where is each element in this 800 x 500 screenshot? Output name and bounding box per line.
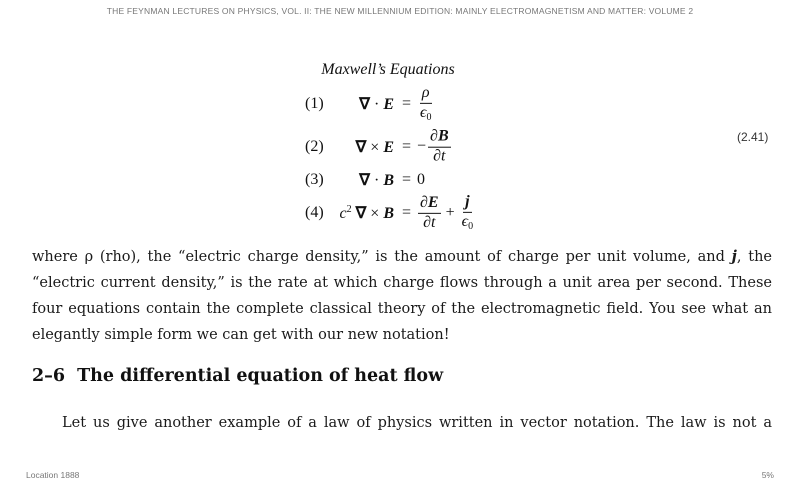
dot-operator: ·: [374, 172, 380, 189]
dot-operator: ·: [374, 96, 380, 113]
cross-operator: ×: [370, 139, 380, 156]
equation-3-number: (3): [305, 171, 324, 188]
location-indicator: Location 1888: [26, 470, 80, 480]
equation-4-number: (4): [305, 204, 324, 221]
fraction-denominator: ∂t: [423, 213, 436, 231]
fraction-numerator: ρ: [420, 85, 432, 104]
field-symbol: E: [427, 193, 439, 211]
equation-4-lhs: [339, 203, 394, 223]
epsilon-symbol: ϵ: [420, 103, 427, 121]
body-paragraph: [32, 244, 772, 348]
epsilon-symbol: ϵ: [461, 212, 469, 230]
equals-sign: =: [402, 204, 412, 221]
running-header: THE FEYNMAN LECTURES ON PHYSICS, VOL. II: THE NEW MILLENNIUM EDITION: MAINLY ELECTROMAGNETISM AND MATTER: VOLUME 2: [106, 6, 694, 16]
field-symbol: B: [437, 127, 449, 145]
fraction-denominator: [460, 213, 475, 233]
partial-symbol: ∂: [430, 127, 438, 145]
reading-progress: 5%: [761, 470, 774, 480]
equation-2-number: (2): [305, 138, 324, 155]
field-symbol: E: [383, 139, 394, 156]
equation-3-rhs: [417, 171, 425, 189]
cross-operator: ×: [370, 205, 380, 222]
equation-1-lhs: [359, 94, 394, 114]
equation-label: (2.41): [737, 130, 769, 144]
fraction: [418, 195, 441, 232]
field-symbol: B: [383, 172, 394, 189]
fraction-denominator: ∂t: [433, 147, 446, 165]
plus-sign: +: [445, 203, 455, 221]
fraction: [418, 85, 433, 123]
equation-2-lhs: [356, 137, 394, 157]
section-title: The differential equation of heat flow: [77, 366, 444, 386]
section-number: 2–6: [32, 366, 66, 386]
equation-4-rhs: [417, 194, 476, 232]
superscript: 2: [346, 204, 352, 215]
nabla-symbol: ∇: [355, 205, 367, 222]
section-heading: [32, 366, 443, 386]
equation-1: [0, 84, 800, 124]
fraction-numerator: [418, 195, 441, 214]
fraction: [460, 194, 475, 232]
nabla-symbol: ∇: [359, 96, 370, 113]
fraction-numerator: j: [463, 194, 471, 213]
zero-value: 0: [417, 171, 425, 188]
equation-1-number: (1): [305, 95, 324, 112]
equals-sign: =: [402, 138, 412, 155]
current-density-symbol: j: [731, 248, 737, 265]
field-symbol: B: [383, 205, 394, 222]
fraction-denominator: [418, 104, 433, 124]
nabla-symbol: ∇: [359, 172, 370, 189]
subscript: 0: [468, 220, 474, 232]
equals-sign: =: [402, 95, 412, 112]
nabla-symbol: ∇: [355, 139, 367, 156]
field-symbol: E: [383, 96, 394, 113]
equals-sign: =: [402, 171, 412, 188]
equations-caption: Maxwell’s Equations: [321, 61, 455, 78]
body-paragraph-2: Let us give another example of a law of physics written in vector notation. The law is not a: [62, 415, 772, 431]
minus-sign: −: [417, 138, 427, 155]
equation-3-lhs: [359, 170, 394, 190]
equation-1-rhs: [417, 85, 434, 123]
fraction-numerator: [428, 129, 451, 148]
equation-4: [0, 193, 800, 233]
light-speed-symbol: c: [339, 205, 347, 222]
paragraph-text: , the “electric current density,” is the rate at which charge flows through a unit area per second. These four equations contain the complete classical theory of the electromagnetic field. You see what an elegantly simple form we can get with our new notation!: [32, 249, 772, 343]
subscript: 0: [426, 111, 432, 123]
paragraph-text: where ρ (rho), the “electric charge density,” is the amount of charge per unit volume, and: [32, 249, 732, 265]
partial-symbol: ∂: [420, 193, 428, 211]
